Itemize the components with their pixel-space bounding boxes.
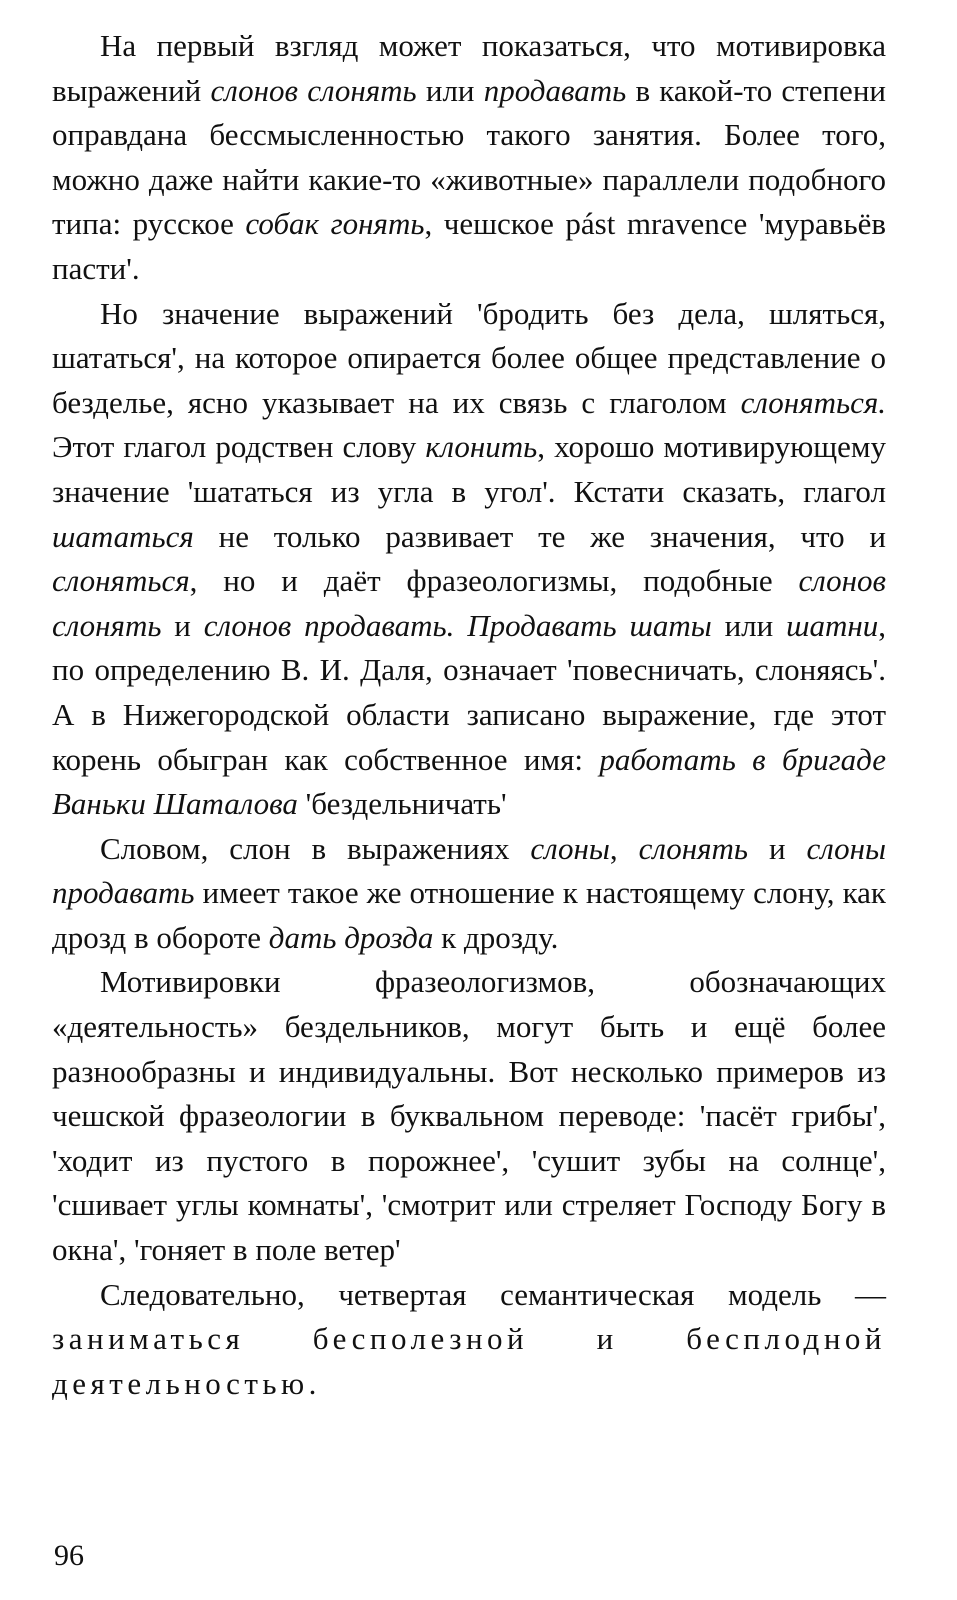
p1-text-3: в какой-то степени оправдана бессмысленностью такого занятия. Более того, можно даже найти какие-то «животные» параллели подобного типа: русское bbox=[52, 72, 886, 242]
p2-term-slonov-slonyat: слонов слонять bbox=[52, 563, 886, 643]
paragraph-3 bbox=[52, 827, 886, 961]
p2-text-1: Но значение выражений 'бродить без дела, шляться, шататься', на которое опирается более общее представление о безделье, ясно указывает на их связь с глаголом bbox=[52, 295, 886, 420]
p1-text-4: , чешское pást mravence 'муравьёв пасти'. bbox=[52, 206, 886, 286]
page-number: 96 bbox=[54, 1539, 84, 1572]
p3-text-5: к дрозду. bbox=[433, 919, 559, 955]
p2-text-9: 'бездельничать' bbox=[297, 786, 507, 822]
p3-text-1: Словом, слон в выражениях bbox=[100, 830, 531, 866]
paragraph-2 bbox=[52, 292, 886, 827]
p2-text-4: не только развивает те же значения, что и bbox=[193, 518, 886, 554]
p5-spaced-definition: заниматься бесполезной и бесплодной деятельностью. bbox=[52, 1321, 886, 1401]
p2-text-6: и bbox=[161, 607, 204, 643]
p2-text-5: , но и даёт фразеологизмы, подобные bbox=[189, 563, 799, 599]
p2-term-klonit: клонить bbox=[425, 429, 538, 465]
paragraph-1 bbox=[52, 24, 886, 292]
p2-term-shatatsya: шататься bbox=[52, 518, 194, 554]
p1-term-slonov-slonyat: слонов слонять bbox=[210, 72, 417, 108]
p1-term-prodavat: продавать bbox=[483, 72, 627, 108]
paragraph-5 bbox=[52, 1273, 886, 1407]
p2-term-slonyatsya-2: слоняться bbox=[52, 563, 190, 599]
p1-text-1: На первый взгляд может показаться, что мотивировка выражений bbox=[52, 28, 886, 108]
p3-term-slony: слоны bbox=[530, 830, 610, 866]
p4-text-1: Мотивировки фразеологизмов, обозначающих «деятельность» бездельников, могут быть и ещё более разнообразны и индивидуальны. Вот несколько примеров из чешской фразеологии в буквальном переводе: 'пасёт грибы', 'ходит из пустого в порожнее', 'сушит зубы на солнце', 'сшивает углы комнаты', 'смотрит или стреляет Господу Богу в окна', 'гоняет в поле ветер' bbox=[52, 964, 886, 1268]
p2-term-shatni: шатни bbox=[786, 607, 879, 643]
p5-text-1: Следовательно, четвертая семантическая модель — bbox=[100, 1276, 886, 1312]
p2-term-brigada-shatalova: работать в бригаде Ваньки Шаталова bbox=[52, 741, 887, 822]
p2-text-8: , по определению В. И. Даля, означает 'повесничать, слоняясь'. А в Нижегородской области записано выражение, где этот корень обыгран как собственное имя: bbox=[52, 607, 887, 777]
p2-text-3: , хорошо мотивирующему значение 'шататься из угла в угол'. Кстати сказать, глагол bbox=[52, 429, 886, 509]
p3-term-slony-prodavat: слоны продавать bbox=[52, 830, 886, 911]
p3-text-4: имеет такое же отношение к настоящему слону, как дрозд в обороте bbox=[52, 875, 886, 955]
p2-term-slonyatsya: слоняться. bbox=[740, 384, 886, 420]
p3-term-dat-drozda: дать дрозда bbox=[268, 919, 434, 955]
p2-text-2: Этот глагол родствен слову bbox=[52, 429, 426, 465]
p3-term-slonyat: слонять bbox=[638, 830, 749, 866]
p3-text-3: и bbox=[748, 830, 807, 866]
page-body bbox=[52, 24, 886, 1406]
p3-text-2: , bbox=[609, 830, 639, 866]
paragraph-4 bbox=[52, 960, 886, 1272]
p2-text-7: или bbox=[711, 607, 787, 643]
p1-term-sobak-gonyat: собак гонять bbox=[245, 206, 425, 242]
p2-term-slonov-prodavat: слонов продавать. Продавать шаты bbox=[203, 607, 712, 643]
p1-text-2: или bbox=[416, 72, 484, 108]
